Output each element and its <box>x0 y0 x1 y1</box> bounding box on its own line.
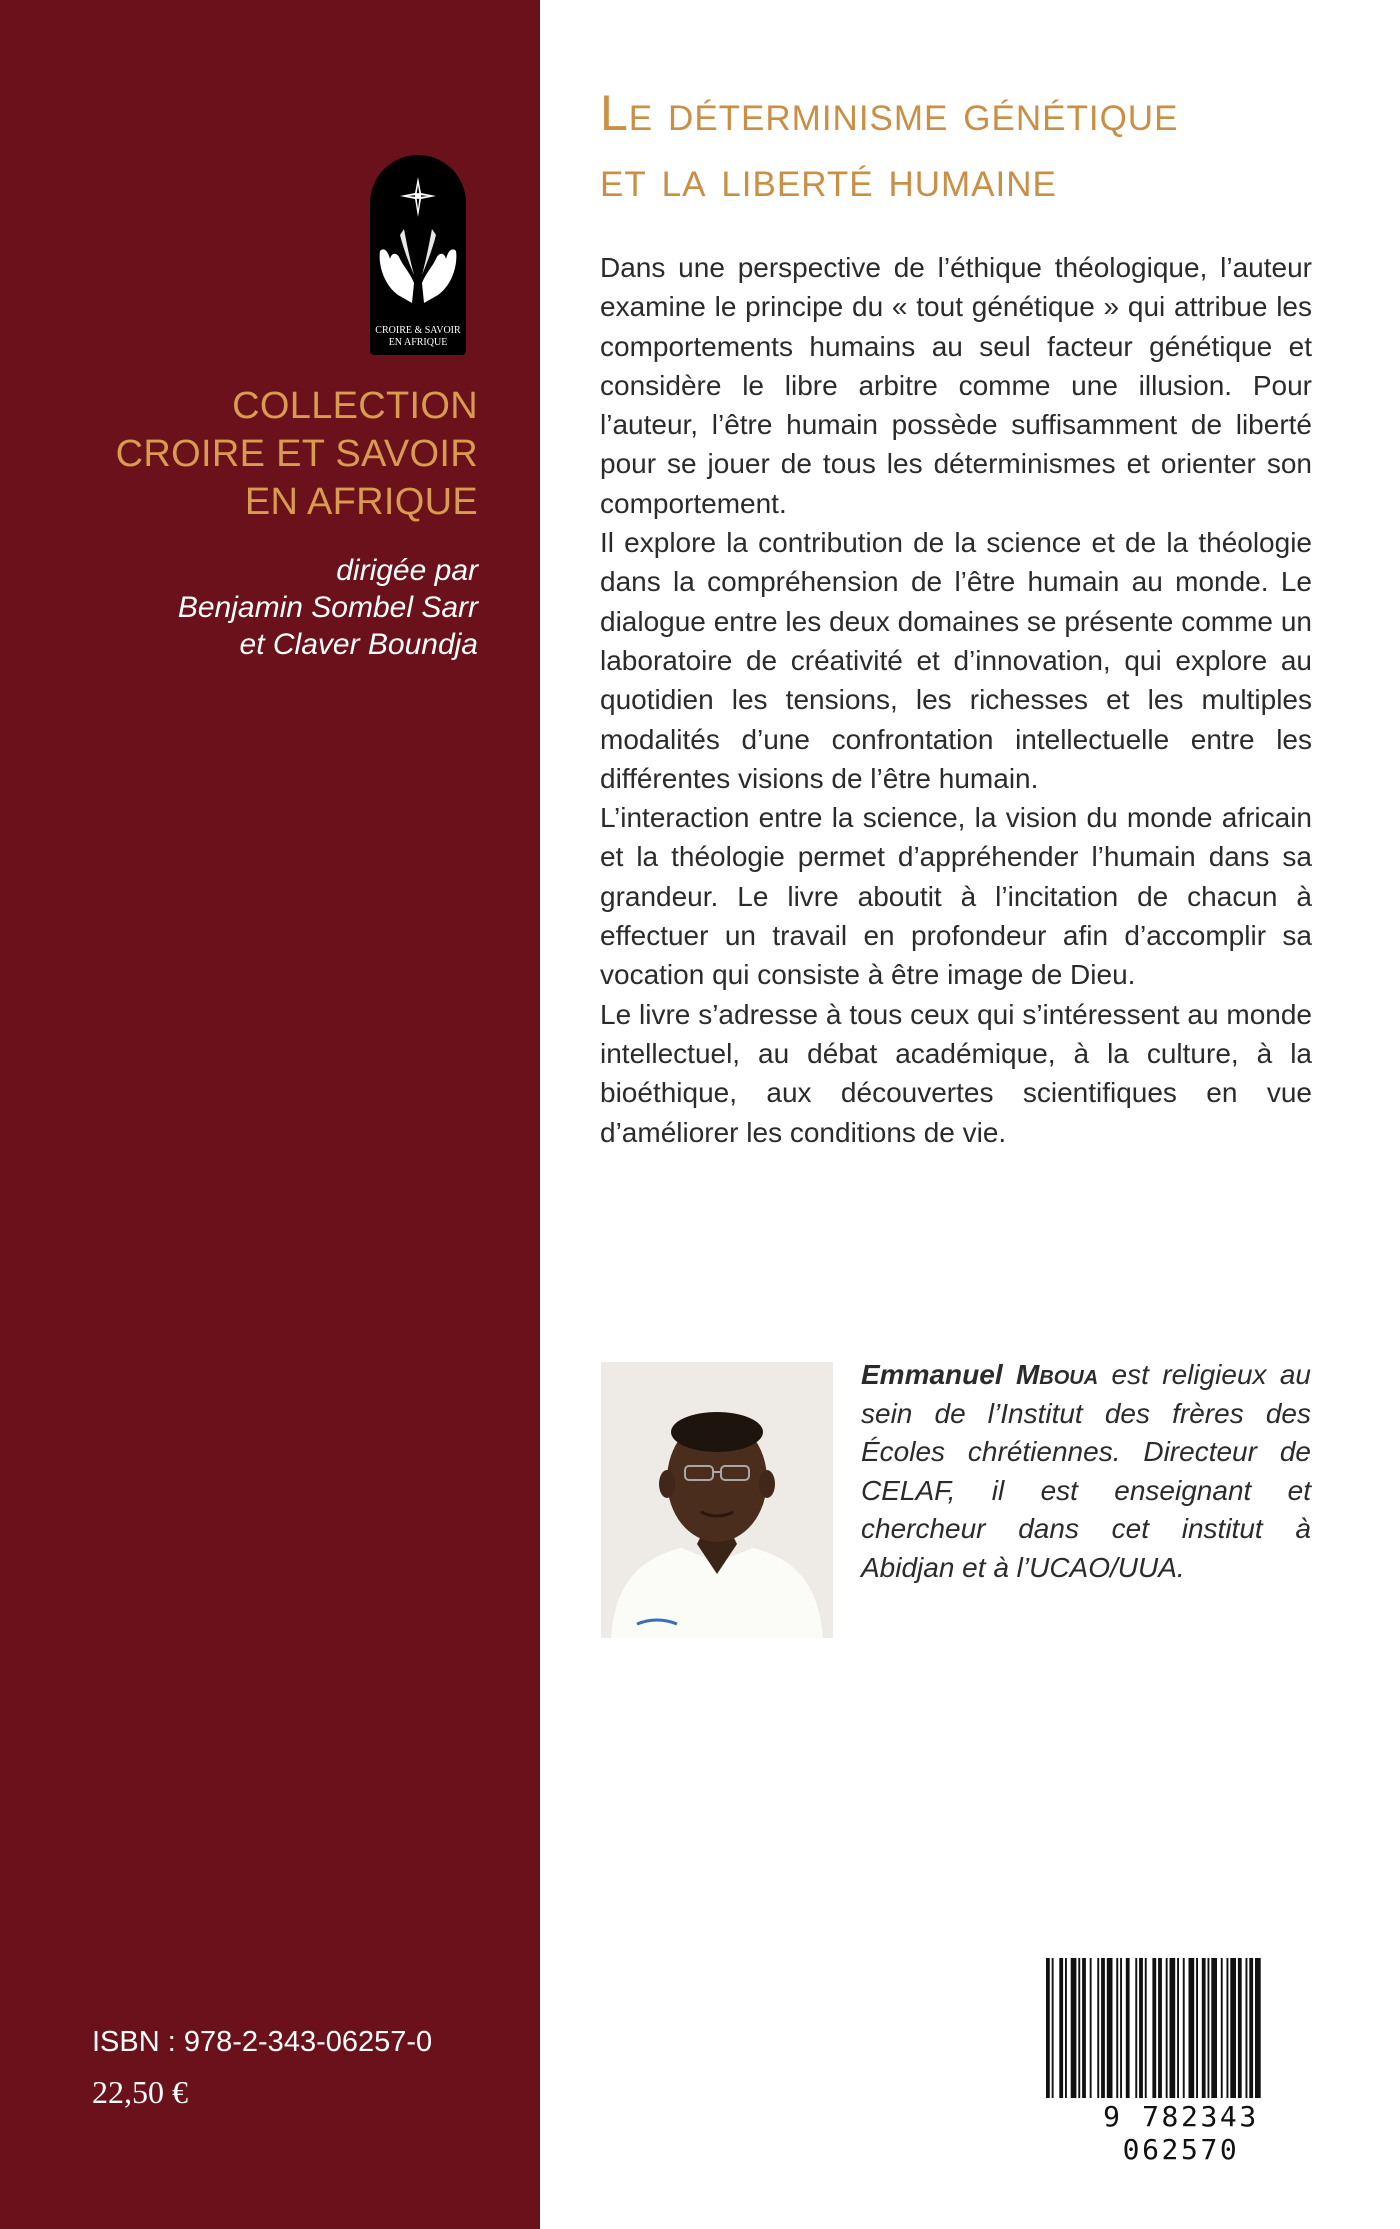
collection-line1: COLLECTION <box>232 385 478 427</box>
barcode-number: 9 782343 062570 <box>1036 2100 1326 2166</box>
blurb-paragraph: Le livre s’adresse à tous ceux qui s’intéressent au monde intellectuel, au débat académique, à la culture, à la bioéthique, aux découvertes scientifiques en vue d’améliorer les conditions de vie. <box>600 998 1312 1148</box>
blurb-paragraph: L’interaction entre la science, la vision du monde africain et la théologie permet d’appréhender l’humain dans sa grandeur. Le livre aboutit à l’incitation de chacun à effectuer un travail en profondeur afin d’accomplir sa vocation qui consiste à être image de Dieu. <box>600 802 1312 991</box>
title-line2: et la liberté humaine <box>600 151 1057 207</box>
collection-logo <box>370 155 466 355</box>
logo-text-line2: EN AFRIQUE <box>388 337 448 348</box>
book-blurb <box>600 248 1312 1152</box>
title-line1: Le déterminisme génétique <box>600 85 1179 141</box>
collection-name <box>40 382 478 526</box>
author-last-name: Mboua <box>1015 1359 1099 1390</box>
directors-line2: Benjamin Sombel Sarr <box>177 591 478 624</box>
collection-line2: CROIRE ET SAVOIR <box>115 433 478 475</box>
blurb-paragraph: Dans une perspective de l’éthique théologique, l’auteur examine le principe du « tout génétique » qui attribue les comportements humains au seul facteur génétique et considère le libre arbitre comme une illusion. Pour l’auteur, l’être humain possède suffisamment de liberté pour se jouer de tous les déterminismes et orienter son comportement. <box>600 252 1312 519</box>
directors-line1: dirigée par <box>336 554 478 587</box>
isbn: ISBN : 978-2-343-06257-0 <box>92 2026 433 2058</box>
author-bio-text: est religieux au sein de l’Institut des frères des Écoles chrétiennes. Directeur de CELAF, il est enseignant et chercheur dans cet institut à Abidjan et à l’UCAO/UUA. <box>861 1359 1312 1583</box>
author-bio <box>861 1356 1311 1587</box>
price: 22,50 € <box>92 2074 188 2110</box>
book-title <box>600 80 1360 212</box>
author-photo <box>601 1362 833 1638</box>
blurb-paragraph: Il explore la contribution de la science et de la théologie dans la compréhension de l’être humain au monde. Le dialogue entre les deux domaines se présente comme un laboratoire de créativité et d’innovation, qui explore au quotidien les tensions, les richesses et les multiples modalités d’une confrontation intellectuelle entre les différentes visions de l’être humain. <box>600 527 1312 794</box>
hands-star-icon <box>370 155 466 325</box>
logo-text-line1: CROIRE & SAVOIR <box>375 325 461 336</box>
directors-line3: et Claver Boundja <box>239 628 478 661</box>
author-first-name: Emmanuel <box>861 1359 1003 1390</box>
collection-directors <box>40 552 478 663</box>
collection-line3: EN AFRIQUE <box>244 481 478 523</box>
